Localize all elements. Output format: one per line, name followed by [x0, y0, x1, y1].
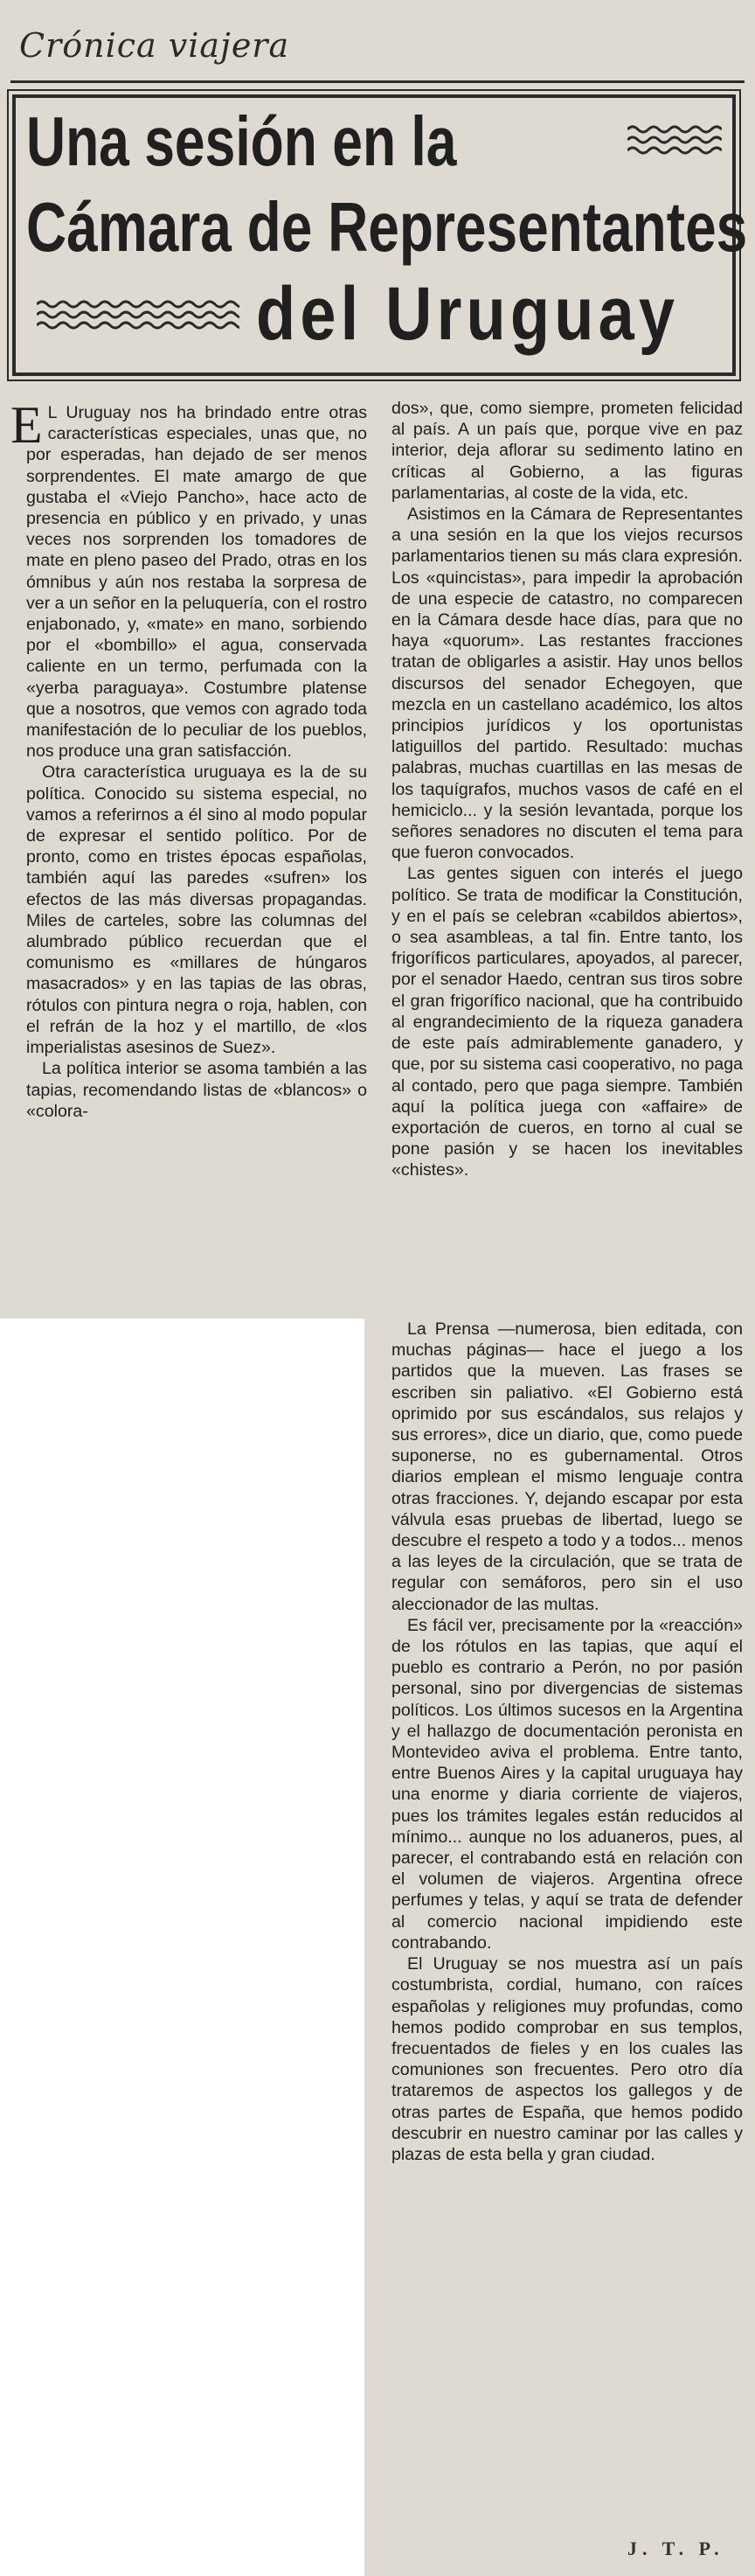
- paragraph: Asistimos en la Cámara de Representantes a una sesión en la que los viejos recursos parlamentarios tienen su más clara expresión. Los «quincistas», para impedir la aprobación de una especie de catastro, no comparecen en la Cámara desde hace días, para que no haya «quorum». Las restantes fracciones tratan de obligarles a asistir. Hay unos bellos discursos del senador Echegoyen, que mezcla en un castellano académico, los altos principios jurídicos y los oportunistas latiguillos del partido. Resultado: muchas palabras, muchas cuartillas en las mesas de los taquígrafos, muchos vasos de café en el hemiciclo... y la sesión levantada, porque los señores senadores no discuten el tema para que fueron convocados.: [391, 505, 743, 863]
- drop-cap: E: [10, 396, 43, 454]
- paragraph: La Prensa —numerosa, bien editada, con muchas páginas— hace el juego a los partidos que la mueven. Las frases se escriben sin paliativo. «El Gobierno está oprimido por sus escándalos, sus relajos y sus errores», dice un diario, que, como puede suponerse, no es gubernamental. Otros diarios emplean el mismo lenguaje contra otras fracciones. Y, dejando escapar por esta válvula esas pruebas de libertad, luego se descubre el respeto a todo y a todos... menos a las leyes de la circulación, que se trata de regular con semáforos, pero sin el uso aleccionador de las multas.: [391, 1319, 743, 1614]
- wavy-ornament-right: [627, 124, 722, 156]
- headline-line-1: Una sesión en la: [26, 102, 457, 180]
- paragraph: La política interior se asoma también a las tapias, recomendando listas de «blancos» o «colora-: [26, 1059, 367, 1121]
- paragraph-text: L Uruguay nos ha brindado entre otras características especiales, unas que, no por esperadas, han dejado de ser menos sorprendentes. El mate amargo de que gustaba el «Viejo Pancho», hace acto de presencia en público y en privado, y unas veces nos sorprenden los tomadores de mate en pleno paseo del Prado, otras en los ómnibus y aún nos restaba la sorpresa de ver a un señor en la peluquería, con el rostro enjabonado, y, «mate» en mano, sorbiendo por el «bombillo» el agua, conservada caliente en un termo, perfumada con la «yerba paraguaya». Costumbre platense que a nosotros, que vemos con agrado toda manifestación de lo peculiar de los pueblos, nos produce una gran satisfacción.: [26, 403, 367, 762]
- paragraph: Otra característica uruguaya es la de su política. Conocido su sistema especial, no vamos a referirnos a él sino al modo popular de expresar el sentido político. Por de pronto, como en tristes épocas españolas, también aquí las paredes «sufren» los efectos de las más diversas propagandas. Miles de carteles, sobre las columnas del alumbrado público recuerdan que el comunismo es «millares de húngaros masacrados» y en las tapias de las obras, rótulos con pintura negra o roja, hablen, con el refrán de la hoz y el martillo, de «los imperialistas asesinos de Suez».: [26, 762, 367, 1058]
- wavy-ornament-left: [37, 299, 239, 331]
- paragraph: Las gentes siguen con interés el juego político. Se trata de modificar la Constitución, y en el país se celebran «cabildos abiertos», o sea asambleas, a tal fin. Entre tanto, los frigoríficos particulares, apoyados, al parecer, por el senador Haedo, centran sus tiros sobre el gran frigorífico nacional, que ha contribuido al engrandecimiento de la riqueza ganadera de este país admirablemente ganadero, y que, por su sistema casi cooperativo, no paga al contado, pero que paga siempre. También aquí la política juega con «affaire» de exportación de cueros, en torno al cual se pone pasión y se hacen los inevitables «chistes».: [391, 864, 743, 1180]
- section-rule: [10, 80, 745, 83]
- section-label: Crónica viajera: [19, 26, 290, 65]
- paragraph: Es fácil ver, precisamente por la «reacción» de los rótulos en las tapias, que aquí el pueblo es contrario a Perón, no por pasión personal, sino por divergencias de sistemas políticos. Los últimos sucesos en la Argentina y el hallazgo de documentación peronista en Montevideo aviva el problema. Entre tanto, entre Buenos Aires y la capital uruguaya hay una enorme y diaria corriente de viajeros, pues los trámites legales están reducidos al mínimo... aunque no los aduaneros, pues, al parecer, el contrabando está en relación con el volumen de viajeros. Argentina ofrece perfumes y telas, y aquí se trata de defender al comercio nacional impidiendo este contrabando.: [391, 1615, 743, 1953]
- paragraph: El Uruguay se nos muestra así un país costumbrista, cordial, humano, con raíces españolas y religiones muy profundas, como hemos podido comprobar en sus templos, frecuentados de fieles y en los cuales las comuniones son frecuentes. Pero otro día trataremos de aspectos los gallegos y de otras partes de España, que hemos podido descubrir en nuestro caminar por las calles y plazas de esta bella y gran ciudad.: [391, 1954, 743, 2164]
- article-column-right-continued: [391, 1319, 743, 2165]
- headline-line-2: Cámara de Representantes: [26, 188, 748, 266]
- headline-line-3: del Uruguay: [256, 272, 680, 356]
- author-signature: J. T. P.: [627, 2538, 724, 2559]
- article-column-left: [10, 396, 367, 1122]
- paragraph: dos», que, como siempre, prometen felicidad al país. A un país que, porque vive en paz interior, deja aflorar su sedimento latino en críticas al Gobierno, a las figuras parlamentarias, al coste de la vida, etc.: [391, 399, 743, 503]
- paragraph: [10, 396, 367, 762]
- article-column-right: [391, 398, 743, 1181]
- headline-box: [12, 94, 748, 376]
